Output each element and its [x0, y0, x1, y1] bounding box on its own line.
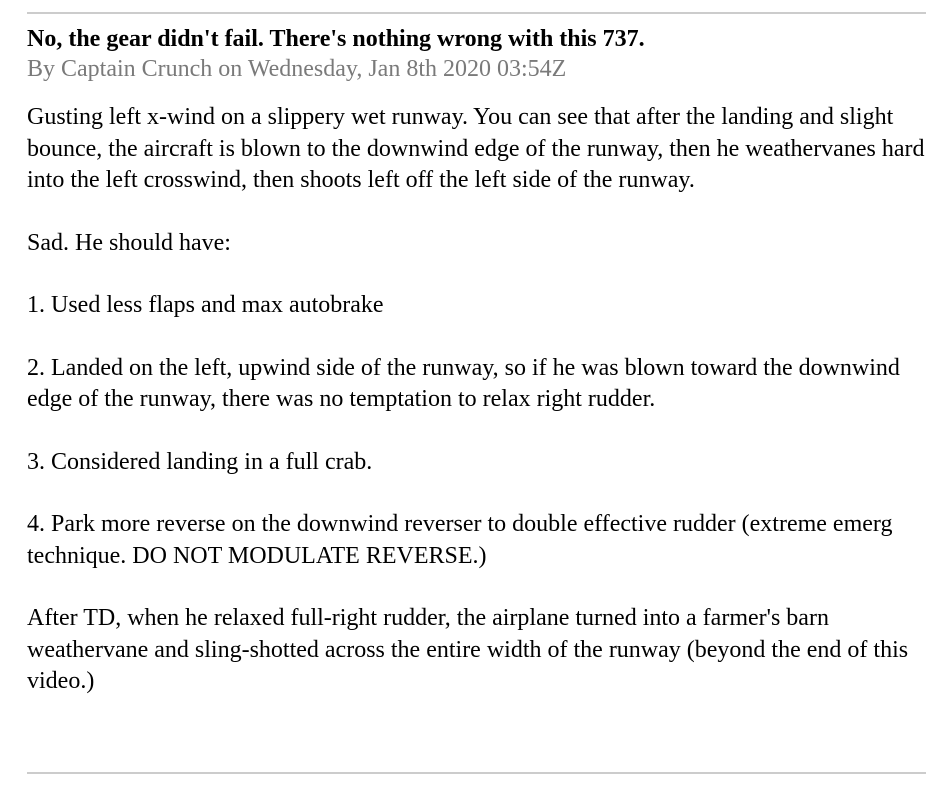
post-byline: By Captain Crunch on Wednesday, Jan 8th 2020 03:54Z — [27, 56, 567, 82]
post-title: No, the gear didn't fail. There's nothing wrong with this 737. — [27, 26, 645, 52]
post-paragraph: 2. Landed on the left, upwind side of the runway, so if he was blown toward the downwind edge of the runway, there was no temptation to relax right rudder. — [27, 354, 900, 412]
post-paragraph: 3. Considered landing in a full crab. — [27, 448, 373, 475]
bottom-divider — [27, 772, 926, 774]
post-paragraph: Gusting left x-wind on a slippery wet runway. You can see that after the landing and slight bounce, the aircraft is blown to the downwind edge of the runway, then he weathervanes hard into the left crosswind, then shoots left off the left side of the runway. — [27, 104, 925, 193]
post-paragraph: After TD, when he relaxed full-right rudder, the airplane turned into a farmer's barn weathervane and sling-shotted across the entire width of the runway (beyond the end of this video.) — [27, 605, 909, 694]
post-paragraph: 1. Used less flaps and max autobrake — [27, 292, 384, 318]
post-body — [27, 102, 926, 698]
comment-post — [27, 24, 926, 698]
post-paragraph: Sad. He should have: — [27, 229, 231, 256]
post-paragraph: 4. Park more reverse on the downwind reverser to double effective rudder (extreme emerg technique. DO NOT MODULATE REVERSE.) — [27, 511, 893, 569]
top-divider — [27, 12, 926, 14]
